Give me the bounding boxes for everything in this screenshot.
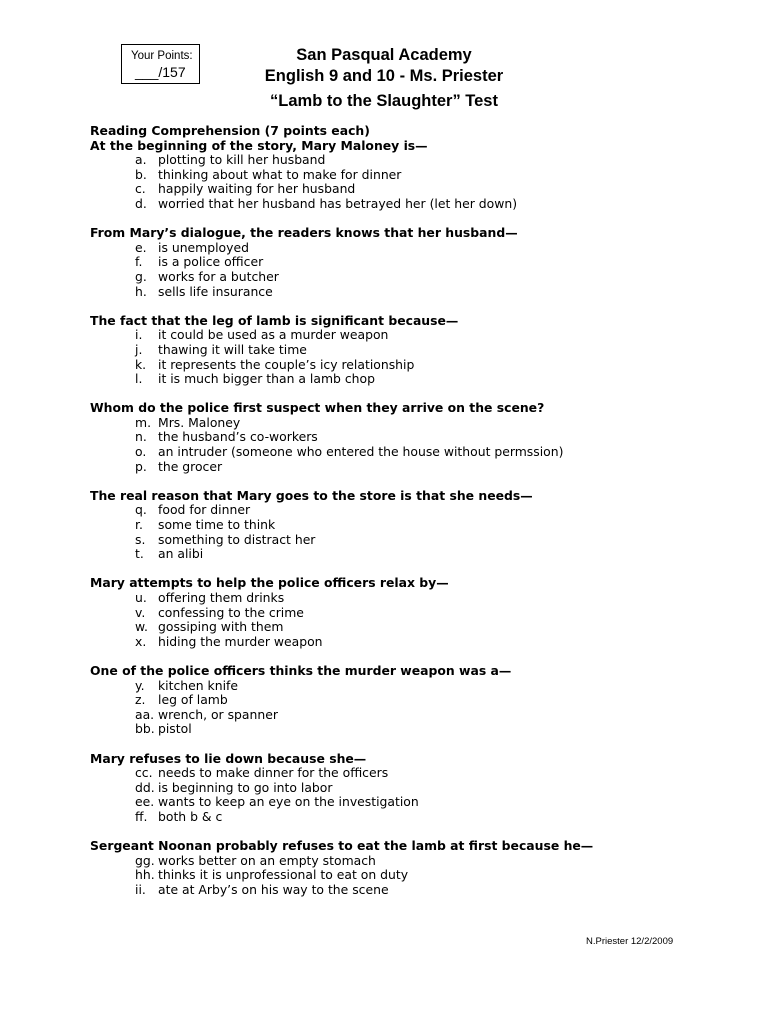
option-text: the grocer [158,458,223,474]
option-letter: g. [135,268,147,284]
option-letter: ee. [135,794,155,810]
option-text: hiding the murder weapon [158,633,323,649]
answer-option [90,708,730,723]
question-spacer [90,825,730,840]
option-letter: l. [135,371,143,387]
test-title: “Lamb to the Slaughter” Test [270,92,498,110]
points-label: Your Points: [131,50,193,62]
answer-option [90,503,730,518]
answer-option [90,635,730,650]
answer-option [90,153,730,168]
option-text: it is much bigger than a lamb chop [158,371,375,387]
option-letter: gg. [135,852,155,868]
option-letter: ff. [135,808,148,824]
answer-option [90,766,730,781]
option-letter: q. [135,502,147,518]
question-spacer [90,562,730,577]
option-text: thinking about what to make for dinner [158,166,402,182]
answer-option [90,693,730,708]
option-letter: cc. [135,765,153,781]
question-spacer [90,212,730,227]
answer-option [90,518,730,533]
question-text: Sergeant Noonan probably refuses to eat the lamb at first because he— [90,838,594,854]
question-text: Whom do the police first suspect when they arrive on the scene? [90,400,545,416]
option-letter: i. [135,327,143,343]
option-text: something to distract her [158,531,316,547]
answer-option [90,270,730,285]
answer-option [90,445,730,460]
option-letter: j. [135,341,143,357]
option-letter: f. [135,254,143,270]
option-letter: h. [135,283,147,299]
question-spacer [90,737,730,752]
option-letter: v. [135,604,146,620]
answer-option [90,606,730,621]
answer-option [90,533,730,548]
option-letter: bb. [135,721,155,737]
option-letter: s. [135,531,146,547]
answer-option [90,328,730,343]
option-text: worried that her husband has betrayed her (let her down) [158,195,518,211]
option-text: the husband’s co-workers [158,429,318,445]
answer-option [90,591,730,606]
option-text: is a police officer [158,254,264,270]
answer-option [90,358,730,373]
answer-option [90,430,730,445]
question-text: One of the police officers thinks the murder weapon was a— [90,662,512,678]
question-text: From Mary’s dialogue, the readers knows that her husband— [90,225,518,241]
option-text: it represents the couple’s icy relationship [158,356,415,372]
option-letter: w. [135,619,148,635]
test-content [90,124,730,897]
option-letter: ii. [135,881,146,897]
answer-option [90,810,730,825]
question-spacer [90,649,730,664]
question-spacer [90,387,730,402]
option-letter: b. [135,166,147,182]
option-letter: t. [135,546,144,562]
option-text: leg of lamb [158,692,228,708]
option-letter: y. [135,677,145,693]
option-text: an intruder (someone who entered the house without permssion) [158,444,564,460]
answer-option [90,168,730,183]
option-text: sells life insurance [158,283,273,299]
option-text: pistol [158,721,192,737]
answer-option [90,868,730,883]
answer-option [90,883,730,898]
section-title: Reading Comprehension (7 points each) [90,123,370,138]
option-letter: hh. [135,867,155,883]
option-text: ate at Arby’s on his way to the scene [158,881,389,897]
answer-option [90,182,730,197]
option-text: needs to make dinner for the officers [158,765,389,781]
option-text: works better on an empty stomach [158,852,376,868]
answer-option [90,343,730,358]
option-letter: a. [135,152,147,168]
footer-author-date: N.Priester 12/2/2009 [586,936,674,947]
option-letter: c. [135,181,146,197]
option-text: offering them drinks [158,590,285,605]
option-text: wrench, or spanner [158,706,278,722]
option-text: plotting to kill her husband [158,152,326,168]
option-letter: x. [135,633,147,649]
answer-option [90,416,730,431]
option-text: thinks it is unprofessional to eat on duty [158,867,409,883]
answer-option [90,854,730,869]
option-letter: m. [135,414,152,430]
option-letter: u. [135,590,147,605]
option-text: works for a butcher [158,268,279,284]
answer-option [90,372,730,387]
answer-option [90,781,730,796]
option-text: wants to keep an eye on the investigation [158,794,419,810]
option-text: gossiping with them [158,619,284,635]
option-text: happily waiting for her husband [158,181,356,197]
option-text: is beginning to go into labor [158,779,333,795]
school-name: San Pasqual Academy [296,46,472,64]
answer-option [90,460,730,475]
answer-option [90,722,730,737]
answer-option [90,285,730,300]
answer-option [90,241,730,256]
option-text: confessing to the crime [158,604,304,620]
option-text: some time to think [158,517,276,533]
option-text: thawing it will take time [158,341,307,357]
option-letter: r. [135,517,143,533]
answer-option [90,620,730,635]
answer-option [90,795,730,810]
course-title: English 9 and 10 - Ms. Priester [264,67,504,85]
question-text: The real reason that Mary goes to the store is that she needs— [90,487,533,503]
option-letter: e. [135,239,147,255]
question-text: At the beginning of the story, Mary Maloney is— [90,137,428,153]
question-text: Mary attempts to help the police officers relax by— [90,575,449,591]
answer-option [90,547,730,562]
answer-option [90,679,730,694]
question-text: The fact that the leg of lamb is significant because— [90,312,459,328]
question-spacer [90,299,730,314]
option-letter: k. [135,356,147,372]
option-letter: p. [135,458,147,474]
option-text: it could be used as a murder weapon [158,327,389,343]
option-letter: o. [135,444,147,460]
question-text: Mary refuses to lie down because she— [90,750,367,766]
answer-option [90,255,730,270]
option-text: kitchen knife [158,677,239,693]
points-box [121,44,200,84]
option-text: food for dinner [158,502,251,518]
answer-option [90,197,730,212]
option-text: is unemployed [158,239,249,255]
option-text: an alibi [158,546,204,562]
question-spacer [90,474,730,489]
option-letter: d. [135,195,147,211]
option-letter: aa. [135,706,155,722]
option-text: both b & c [158,808,223,824]
option-letter: n. [135,429,147,445]
points-value: ___/157 [135,64,186,80]
option-letter: dd. [135,779,155,795]
option-text: Mrs. Maloney [158,414,241,430]
option-letter: z. [135,692,146,708]
